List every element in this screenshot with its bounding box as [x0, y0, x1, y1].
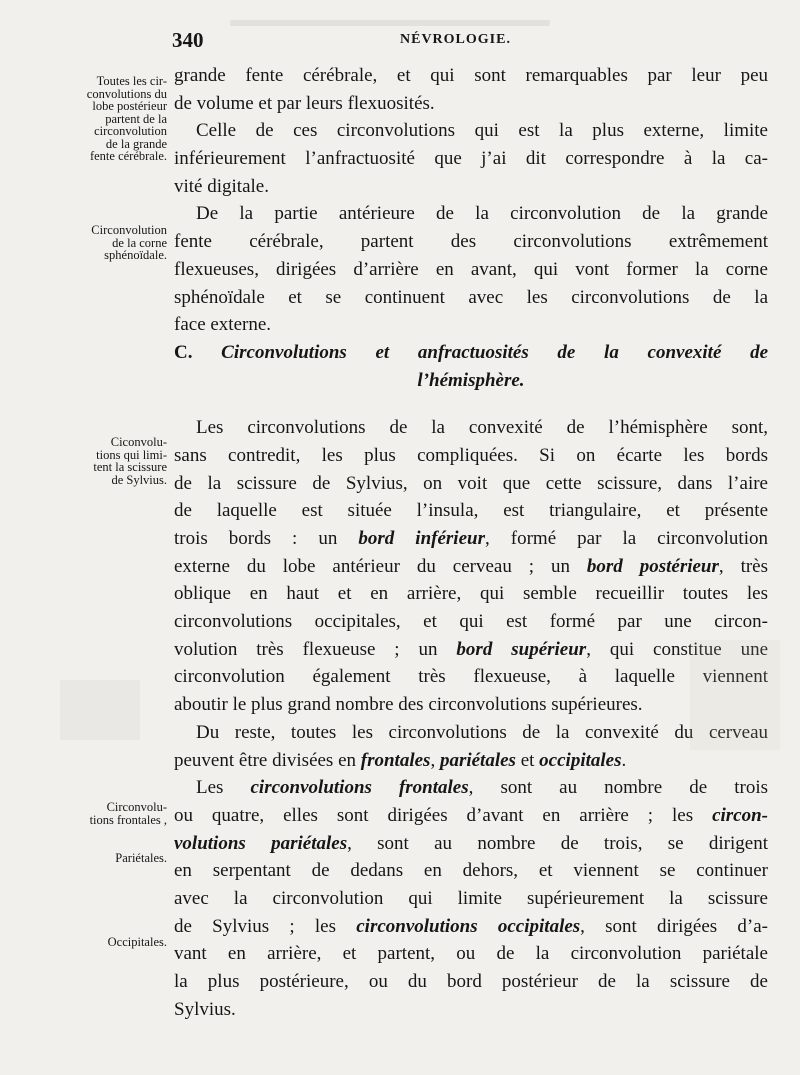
text-run: . — [621, 749, 627, 771]
margin-note-scissure-sylvius — [52, 436, 167, 486]
text-run: , — [430, 749, 440, 771]
margin-note-line: fente cérébrale. — [89, 149, 167, 163]
text-run: et — [515, 749, 540, 771]
emphasis: pariétales — [439, 749, 516, 771]
section-heading-line — [174, 339, 768, 367]
emphasis: circonvolutions frontales — [250, 777, 469, 799]
text-line: oblique en haut et en arrière, qui semble recueillir toutes les — [174, 583, 768, 605]
emphasis: bord inférieur — [358, 528, 485, 549]
section-title-continued: l’hémisphère. — [417, 369, 525, 391]
text-line: de volume et par leurs flexuosités. — [174, 92, 435, 114]
text-line — [174, 747, 768, 775]
text-line — [174, 913, 768, 941]
section-heading-line — [174, 367, 768, 395]
bleed-through-mark — [60, 680, 140, 740]
emphasis: circonvolutions occipitales — [356, 915, 581, 937]
text-line: inférieurement l’anfractuosité que j’ai dit correspondre à la ca- — [174, 148, 768, 170]
spacer — [174, 394, 768, 414]
text-line: de laquelle est située l’insula, est triangulaire, et présente — [174, 500, 768, 522]
page-number: 340 — [172, 28, 204, 52]
section-label: C. — [174, 341, 193, 363]
text-line — [174, 636, 768, 664]
margin-note-lobe-posterieur — [52, 75, 167, 163]
section-title: Circonvolutions et anfractuosités de la convexité de — [221, 341, 768, 363]
text-line: face externe. — [174, 314, 272, 336]
margin-note-line: lobe postérieur — [92, 99, 167, 113]
text-run: externe du lobe antérieur du cerveau ; un — [174, 555, 587, 577]
text-line: la plus postérieure, ou du bord postérieur de la scissure de — [174, 971, 768, 992]
text-line: fente cérébrale, partent des circonvolutions extrêmement — [174, 231, 768, 253]
margin-note-line: Circonvolution — [91, 223, 167, 237]
paragraph — [174, 117, 768, 200]
text-run: , sont dirigées d’a- — [580, 915, 768, 937]
text-line: Du reste, toutes les circonvolutions de la convexité du cerveau — [196, 721, 768, 743]
margin-note-line: Toutes les cir- — [96, 74, 167, 88]
text-line: Sylvius. — [174, 998, 236, 1020]
emphasis: volutions pariétales — [174, 832, 348, 854]
text-run: volution très flexueuse ; un — [174, 638, 457, 660]
margin-note-frontales — [52, 801, 167, 826]
emphasis: bord supérieur — [456, 638, 587, 660]
margin-note-line: sphénoïdale. — [104, 248, 167, 262]
text-line: De la partie antérieure de la circonvolution de la grande — [196, 203, 768, 225]
margin-note-line: Circonvolu- — [106, 800, 167, 814]
paragraph — [174, 62, 768, 117]
paragraph — [174, 719, 768, 774]
margin-note-line: Occipitales. — [107, 935, 167, 949]
margin-note-line: tent la scissure — [93, 460, 167, 474]
emphasis: circon- — [712, 804, 768, 826]
margin-note-line: circonvolution — [94, 124, 167, 138]
text-line: aboutir le plus grand nombre des circonvolutions supérieures. — [174, 694, 643, 716]
text-run: de Sylvius ; les — [174, 915, 357, 937]
paragraph — [174, 200, 768, 338]
text-run: trois bords : un — [174, 528, 359, 549]
text-line — [174, 802, 768, 830]
text-line: Les circonvolutions de la convexité de l’hémisphère sont, — [196, 417, 768, 439]
text-run: , sont au nombre de trois — [468, 777, 769, 799]
bleed-through-mark — [230, 20, 550, 26]
bleed-through-mark — [690, 640, 780, 750]
section-heading — [174, 339, 768, 394]
text-run: , sont au nombre de trois, se dirigent — [347, 832, 768, 854]
body-text — [174, 62, 768, 1023]
text-run: , qui constitue une — [586, 638, 769, 660]
text-line — [174, 525, 768, 553]
paragraph — [174, 414, 768, 719]
margin-note-line: de la grande — [105, 136, 167, 151]
margin-note-line: tions qui limi- — [96, 447, 167, 462]
margin-note-line: Ciconvolu- — [110, 435, 167, 449]
running-title: NÉVROLOGIE. — [400, 32, 511, 47]
text-run: , très — [718, 555, 769, 577]
text-run: Les — [196, 777, 251, 799]
page-header — [0, 28, 800, 58]
margin-note-parietales — [52, 852, 167, 865]
text-line — [174, 774, 768, 802]
margin-note-corne-sphenoidale — [52, 224, 167, 262]
text-line — [174, 830, 768, 858]
margin-note-occipitales — [52, 936, 167, 949]
paragraph — [174, 774, 768, 1023]
margin-note-line: tions frontales , — [89, 812, 167, 827]
text-run: peuvent être divisées en — [174, 749, 361, 771]
text-line: de la scissure de Sylvius, on voit que cette scissure, dans l’aire — [174, 472, 768, 494]
text-line: sans contredit, les plus compliquées. Si on écarte les bords — [174, 444, 768, 466]
margin-note-line: Pariétales. — [115, 851, 167, 865]
margin-note-line: convolutions du — [86, 86, 167, 101]
text-line: grande fente cérébrale, et qui sont remarquables par leur peu — [174, 65, 768, 86]
text-line: circonvolution également très flexueuse, à laquelle viennent — [174, 666, 768, 688]
text-line: vant en arrière, et partent, ou de la circonvolution pariétale — [174, 943, 768, 965]
emphasis: bord postérieur — [586, 555, 719, 577]
text-line: avec la circonvolution qui limite supérieurement la scissure — [174, 887, 768, 909]
text-line — [174, 553, 768, 581]
emphasis: frontales — [360, 749, 431, 771]
text-run: , formé par la circonvolution — [484, 528, 768, 549]
margin-note-line: de la corne — [112, 235, 167, 250]
text-line: flexueuses, dirigées d’arrière en avant, qui vont former la corne — [174, 258, 768, 280]
text-line: en serpentant de dedans en dehors, et viennent se continuer — [174, 860, 768, 882]
text-line: vité digitale. — [174, 175, 269, 197]
text-line: Celle de ces circonvolutions qui est la plus externe, limite — [196, 120, 768, 142]
margin-note-line: partent de la — [105, 111, 167, 126]
text-run: ou quatre, elles sont dirigées d’avant en arrière ; les — [174, 804, 713, 826]
margin-note-line: de Sylvius. — [111, 472, 167, 487]
emphasis: occipitales — [539, 749, 622, 771]
text-line: sphénoïdale et se continuent avec les circonvolutions de la — [174, 286, 768, 308]
text-line: circonvolutions occipitales, et qui est formé par une circon- — [174, 611, 768, 633]
